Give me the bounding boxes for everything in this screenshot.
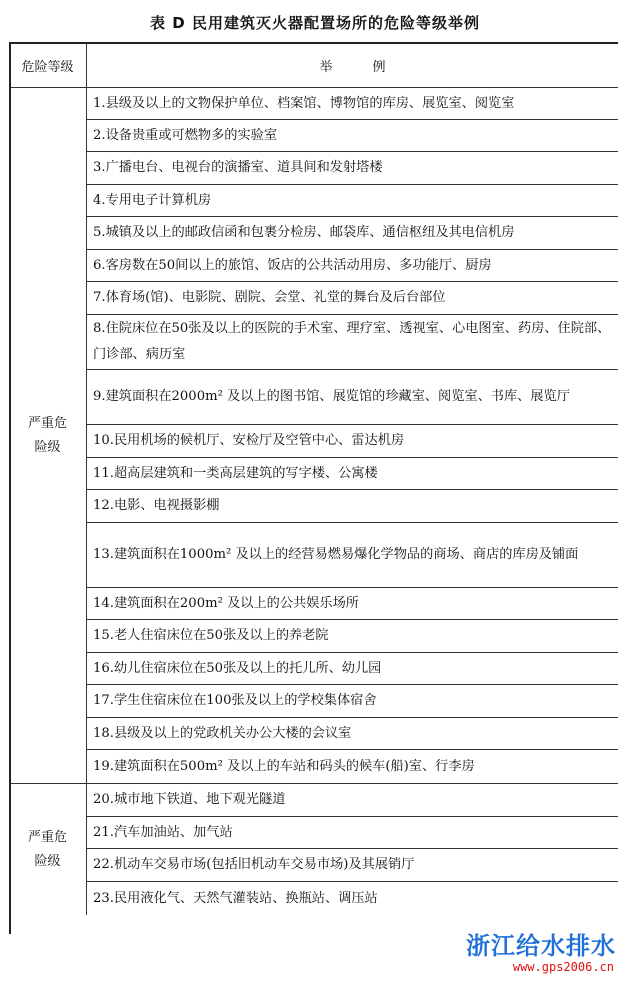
table-row: 22.机动车交易市场(包括旧机动车交易市场)及其展销厅 (87, 849, 618, 882)
table-header (9, 44, 618, 88)
table-row: 7.体育场(馆)、电影院、剧院、会堂、礼堂的舞台及后台部位 (87, 282, 618, 315)
table-row: 18.县级及以上的党政机关办公大楼的会议室 (87, 718, 618, 750)
table-title: 表 D 民用建筑灭火器配置场所的危险等级举例 (150, 14, 480, 32)
table-row: 16.幼儿住宿床位在50张及以上的托儿所、幼儿园 (87, 653, 618, 685)
hazard-table (9, 42, 618, 915)
table-row: 19.建筑面积在500m² 及以上的车站和码头的候车(船)室、行李房 (93, 758, 475, 774)
table-row: 6.客房数在50间以上的旅馆、饭店的公共活动用房、多功能厅、厨房 (87, 250, 618, 282)
header-level: 危险等级 (9, 44, 87, 87)
table-row: 2.设备贵重或可燃物多的实验室 (87, 120, 618, 152)
table-row: 5.城镇及以上的邮政信函和包裹分检房、邮袋库、通信枢纽及其电信机房 (87, 217, 618, 250)
table-row: 15.老人住宿床位在50张及以上的养老院 (87, 620, 618, 653)
table-row: 23.民用液化气、天然气灌装站、换瓶站、调压站 (93, 890, 378, 906)
table-row: 1.县级及以上的文物保护单位、档案馆、博物馆的库房、展览室、阅览室 (87, 88, 618, 120)
watermark-url: www.gps2006.cn (512, 960, 614, 974)
table-row: 9.建筑面积在2000m² 及以上的图书馆、展览馆的珍藏室、阅览室、书库、展览厅 (87, 370, 618, 425)
header-examples: 举例 (319, 60, 426, 75)
table-row: 13.建筑面积在1000m² 及以上的经营易燃易爆化学物品的商场、商店的库房及铺面 (87, 523, 618, 588)
table-row: 20.城市地下铁道、地下观光隧道 (87, 784, 618, 817)
table-row: 12.电影、电视摄影棚 (87, 490, 618, 523)
table-row: 21.汽车加油站、加气站 (87, 817, 618, 849)
table-row: 8.住院床位在50张及以上的医院的手术室、理疗室、透视室、心电图室、药房、住院部、门诊部、病历室 (87, 315, 618, 370)
table-row: 17.学生住宿床位在100张及以上的学校集体宿舍 (87, 685, 618, 718)
table-row: 14.建筑面积在200m² 及以上的公共娱乐场所 (87, 588, 618, 620)
level-cell: 严重危险级 (9, 784, 87, 915)
group-severe-1 (9, 88, 618, 784)
table-row: 3.广播电台、电视台的演播室、道具间和发射塔楼 (87, 152, 618, 185)
table-row: 10.民用机场的候机厅、安检厅及空管中心、雷达机房 (87, 425, 618, 458)
table-row: 11.超高层建筑和一类高层建筑的写字楼、公寓楼 (87, 458, 618, 490)
table-left-border (9, 42, 11, 934)
watermark-name: 浙江给水排水 (466, 932, 616, 960)
table-row: 4.专用电子计算机房 (87, 185, 618, 217)
level-cell: 严重危险级 (9, 88, 87, 783)
group-severe-2 (9, 784, 618, 915)
